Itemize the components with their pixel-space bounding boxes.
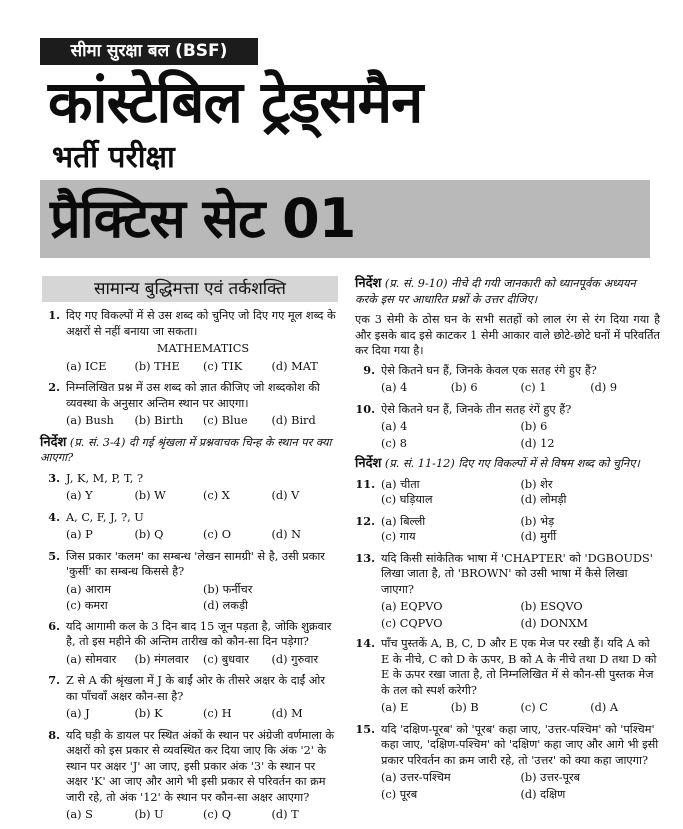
question-text: ऐसे कितने घन हैं, जिनके तीन सतह रंगें हुए हैं? xyxy=(381,402,572,416)
option: (b) 6 xyxy=(520,420,548,433)
option: (b) फर्नीचर xyxy=(203,582,253,596)
option: (b) शेर xyxy=(520,477,553,491)
option: (b) भेड़ xyxy=(520,514,555,528)
question-text: दिए गए विकल्पों में से उस शब्द को चुनिए जो दिए गए मूल शब्द के अक्षरों से नहीं बनाया जा सकता। xyxy=(66,309,336,338)
question-number: 14. xyxy=(355,636,375,650)
option: (a) Y xyxy=(66,489,93,502)
option: (c) H xyxy=(203,707,232,720)
options xyxy=(40,807,340,823)
option: (c) CQPVO xyxy=(381,616,443,630)
question-13 xyxy=(355,551,660,598)
option: (b) K xyxy=(134,707,163,720)
question-text: पाँच पुस्तकें A, B, C, D और E एक मेज पर रखी हैं। यदि A को E के नीचे, C को D के ऊपर, B को A के नीचे तथा D तथा D को E के ऊपर रखा जाता है, तो निम्नलिखित में से कौन-सी पुस्तक मेज के तल को स्पर्श करेगी? xyxy=(381,637,657,697)
left-column xyxy=(40,308,340,829)
option: (b) THE xyxy=(134,359,180,373)
question-8 xyxy=(40,728,340,806)
option: (a) चीता xyxy=(381,477,420,491)
question-number: 11. xyxy=(355,476,375,491)
direction-text: (प्र. सं. 11-12) दिए गए विकल्पों में से विषम शब्द को चुनिए। xyxy=(384,457,640,470)
option: (c) घड़ियाल xyxy=(381,493,433,506)
set-title: प्रैक्टिस सेट 01 xyxy=(50,187,356,250)
option: (b) ESQVO xyxy=(520,600,583,613)
direction-label: निर्देश xyxy=(40,434,67,450)
direction-label: निर्देश xyxy=(355,276,382,291)
option: (b) B xyxy=(450,701,479,714)
option: (d) T xyxy=(271,808,299,821)
question-number: 5. xyxy=(48,548,60,563)
option: (b) उत्तर-पूरब xyxy=(520,771,581,784)
option: (b) W xyxy=(134,489,166,502)
question-14 xyxy=(355,636,660,698)
option: (a) उत्तर-पश्चिम xyxy=(381,771,451,784)
right-column xyxy=(355,276,660,807)
option: (a) बिल्ली xyxy=(381,514,426,528)
option: (c) 1 xyxy=(520,381,547,394)
question-text: निम्नलिखित प्रश्न में उस शब्द को ज्ञात कीजिए जो शब्दकोश की व्यवस्था के अनुसार अन्तिम स्थान पर आएगा। xyxy=(66,381,320,410)
option: (d) लकड़ी xyxy=(203,599,248,612)
option: (d) V xyxy=(271,489,300,502)
option: (d) M xyxy=(271,707,303,720)
option: (d) MAT xyxy=(271,359,318,373)
option: (a) J xyxy=(66,707,90,720)
question-word: MATHEMATICS xyxy=(156,342,250,355)
option: (a) ICE xyxy=(66,359,107,373)
options xyxy=(40,413,340,429)
question-number: 6. xyxy=(48,618,60,633)
direction-9-10 xyxy=(355,276,660,307)
question-text: Z से A की श्रृंखला में J के बाईं ओर के तीसरे अक्षर के दाईं ओर का पाँचवाँ अक्षर कौन-सा है? xyxy=(66,674,325,703)
direction-label: निर्देश xyxy=(355,456,382,471)
option: (a) सोमवार xyxy=(66,652,117,666)
option: (d) मुर्गी xyxy=(520,530,557,543)
option: (d) 12 xyxy=(520,436,555,450)
option: (c) 8 xyxy=(381,436,407,450)
exam-badge: सीमा सुरक्षा बल (BSF) xyxy=(40,38,258,65)
question-number: 13. xyxy=(355,550,375,565)
options xyxy=(40,359,340,375)
option: (c) कमरा xyxy=(66,599,108,612)
options xyxy=(40,652,340,668)
option: (b) 6 xyxy=(450,381,478,394)
question-2 xyxy=(40,380,340,411)
option: (c) X xyxy=(203,489,230,502)
option: (c) Blue xyxy=(203,414,248,427)
question-12 xyxy=(355,514,660,545)
question-text: यदि किसी सांकेतिक भाषा में 'CHAPTER' को 'DGBOUDS' लिखा जाता है, तो 'BROWN' को उसी भाषा में कैसे लिखा जाएगा? xyxy=(381,551,653,596)
option: (d) Bird xyxy=(271,414,316,427)
question-7 xyxy=(40,673,340,704)
option: (c) O xyxy=(203,528,231,541)
question-options xyxy=(381,514,660,545)
question-number: 9. xyxy=(363,362,375,377)
options xyxy=(355,700,660,716)
question-number: 1. xyxy=(48,308,60,322)
option: (a) Bush xyxy=(66,414,114,427)
option: (a) P xyxy=(66,528,93,541)
options xyxy=(355,380,660,396)
options xyxy=(40,488,340,504)
page-title: कांस्टेबिल ट्रेड्समैन xyxy=(48,68,423,136)
option: (c) गाय xyxy=(381,530,416,543)
option: (d) 9 xyxy=(590,381,618,394)
question-number: 15. xyxy=(355,721,375,736)
question-1 xyxy=(40,308,340,339)
question-text: जिस प्रकार 'कलम' का सम्बन्ध 'लेखन सामग्री' से है, उसी प्रकार 'कुर्सी' का सम्बन्ध किससे है? xyxy=(66,549,325,578)
question-6 xyxy=(40,619,340,650)
question-15 xyxy=(355,722,660,769)
question-5 xyxy=(40,549,340,580)
option: (c) पूरब xyxy=(381,787,418,801)
options xyxy=(355,599,660,631)
question-number: 10. xyxy=(355,401,375,416)
options xyxy=(40,706,340,722)
question-number: 4. xyxy=(48,509,60,524)
option: (a) E xyxy=(381,701,409,714)
question-number: 2. xyxy=(48,380,60,394)
option: (d) N xyxy=(271,528,302,541)
direction-11-12 xyxy=(355,456,660,472)
question-number: 7. xyxy=(48,673,60,687)
option: (d) गुरुवार xyxy=(271,652,319,666)
options xyxy=(355,770,660,802)
direction-text: (प्र. सं. 3-4) दी गई श्रृंखला में प्रश्नवाचक चिन्ह के स्थान पर क्या आएगा? xyxy=(40,435,332,464)
passage: एक 3 सेमी के ठोस घन के सभी सतहों को लाल रंग से रंग दिया गया है और इसके बाद इसे काटकर 1 सेमी आकार वाले छोटे-छोटे घनों में परिवर्तित कर दिया गया है। xyxy=(355,313,660,357)
question-number: 8. xyxy=(48,727,60,742)
question-text: यदि आगामी कल के 3 दिन बाद 15 जून पड़ता है, जोकि शुक्रवार है, तो इस महीने की अन्तिम तारीख को कौन-सा दिन पड़ेगा? xyxy=(66,619,332,648)
option: (a) 4 xyxy=(381,420,408,433)
question-10 xyxy=(355,402,660,418)
option: (c) TIK xyxy=(203,359,243,373)
options xyxy=(40,527,340,543)
question-text: J, K, M, P, T, ? xyxy=(66,471,144,485)
option: (b) U xyxy=(134,808,164,821)
option: (b) Birth xyxy=(134,414,184,427)
option: (c) Q xyxy=(203,808,231,821)
question-text: यदि घड़ी के डायल पर स्थित अंकों के स्थान पर अंग्रेजी वर्णमाला के अक्षरों को इस प्रकार से व्यवस्थित कर दिया जाए कि अंक '2' के स्थान पर अक्षर 'J' आ जाए, इसी प्रकार अंक '3' के स्थान पर अक्षर 'K' आ जाए और आगे भी इसी प्रकार से परिवर्तन का क्रम जारी रहे, तो अंक '12' के स्थान पर कौन-सा अक्षर आएगा? xyxy=(66,728,335,804)
question-9 xyxy=(355,363,660,379)
direction-text: (प्र. सं. 9-10) नीचे दी गयी जानकारी को ध्यानपूर्वक अध्ययन करके इस पर आधारित प्रश्नों के उत्तर दीजिए। xyxy=(355,277,636,306)
question-text: A, C, F, J, ?, U xyxy=(66,510,144,524)
question-number: 12. xyxy=(355,513,375,528)
question-text: ऐसे कितने घन हैं, जिनके केवल एक सतह रंगे हुए हैं? xyxy=(381,363,597,377)
option: (d) DONXM xyxy=(520,616,588,630)
option: (b) Q xyxy=(134,528,164,541)
question-number: 3. xyxy=(48,470,60,485)
question-options xyxy=(381,477,660,508)
option: (d) लोमड़ी xyxy=(520,493,567,506)
page-subtitle: भर्ती परीक्षा xyxy=(52,140,175,175)
question-11 xyxy=(355,477,660,508)
options xyxy=(355,419,660,451)
option: (c) C xyxy=(520,701,548,714)
question-3 xyxy=(40,471,340,487)
option: (d) दक्षिण xyxy=(520,787,566,801)
option: (a) आराम xyxy=(66,582,111,596)
direction-3-4 xyxy=(40,435,340,466)
question-text: यदि 'दक्षिण-पूरब' को 'पूरब' कहा जाए, 'उत्तर-पश्चिम' को 'पश्चिम' कहा जाए, 'दक्षिण-पश्चिम' को 'दक्षिण' कहा जाए और आगे भी इसी प्रकार परिवर्तन का क्रम जारी रहे, तो 'उत्तर' को क्या कहा जाएगा? xyxy=(381,722,659,767)
option: (a) 4 xyxy=(381,381,408,394)
options xyxy=(40,582,340,614)
option: (d) A xyxy=(590,701,619,714)
option: (b) मंगलवार xyxy=(134,652,189,666)
option: (a) S xyxy=(66,808,93,821)
section-heading: सामान्य बुद्धिमत्ता एवं तर्कशक्ति xyxy=(42,276,338,302)
question-4 xyxy=(40,510,340,526)
option: (a) EQPVO xyxy=(381,600,443,613)
option: (c) बुधवार xyxy=(203,652,249,666)
